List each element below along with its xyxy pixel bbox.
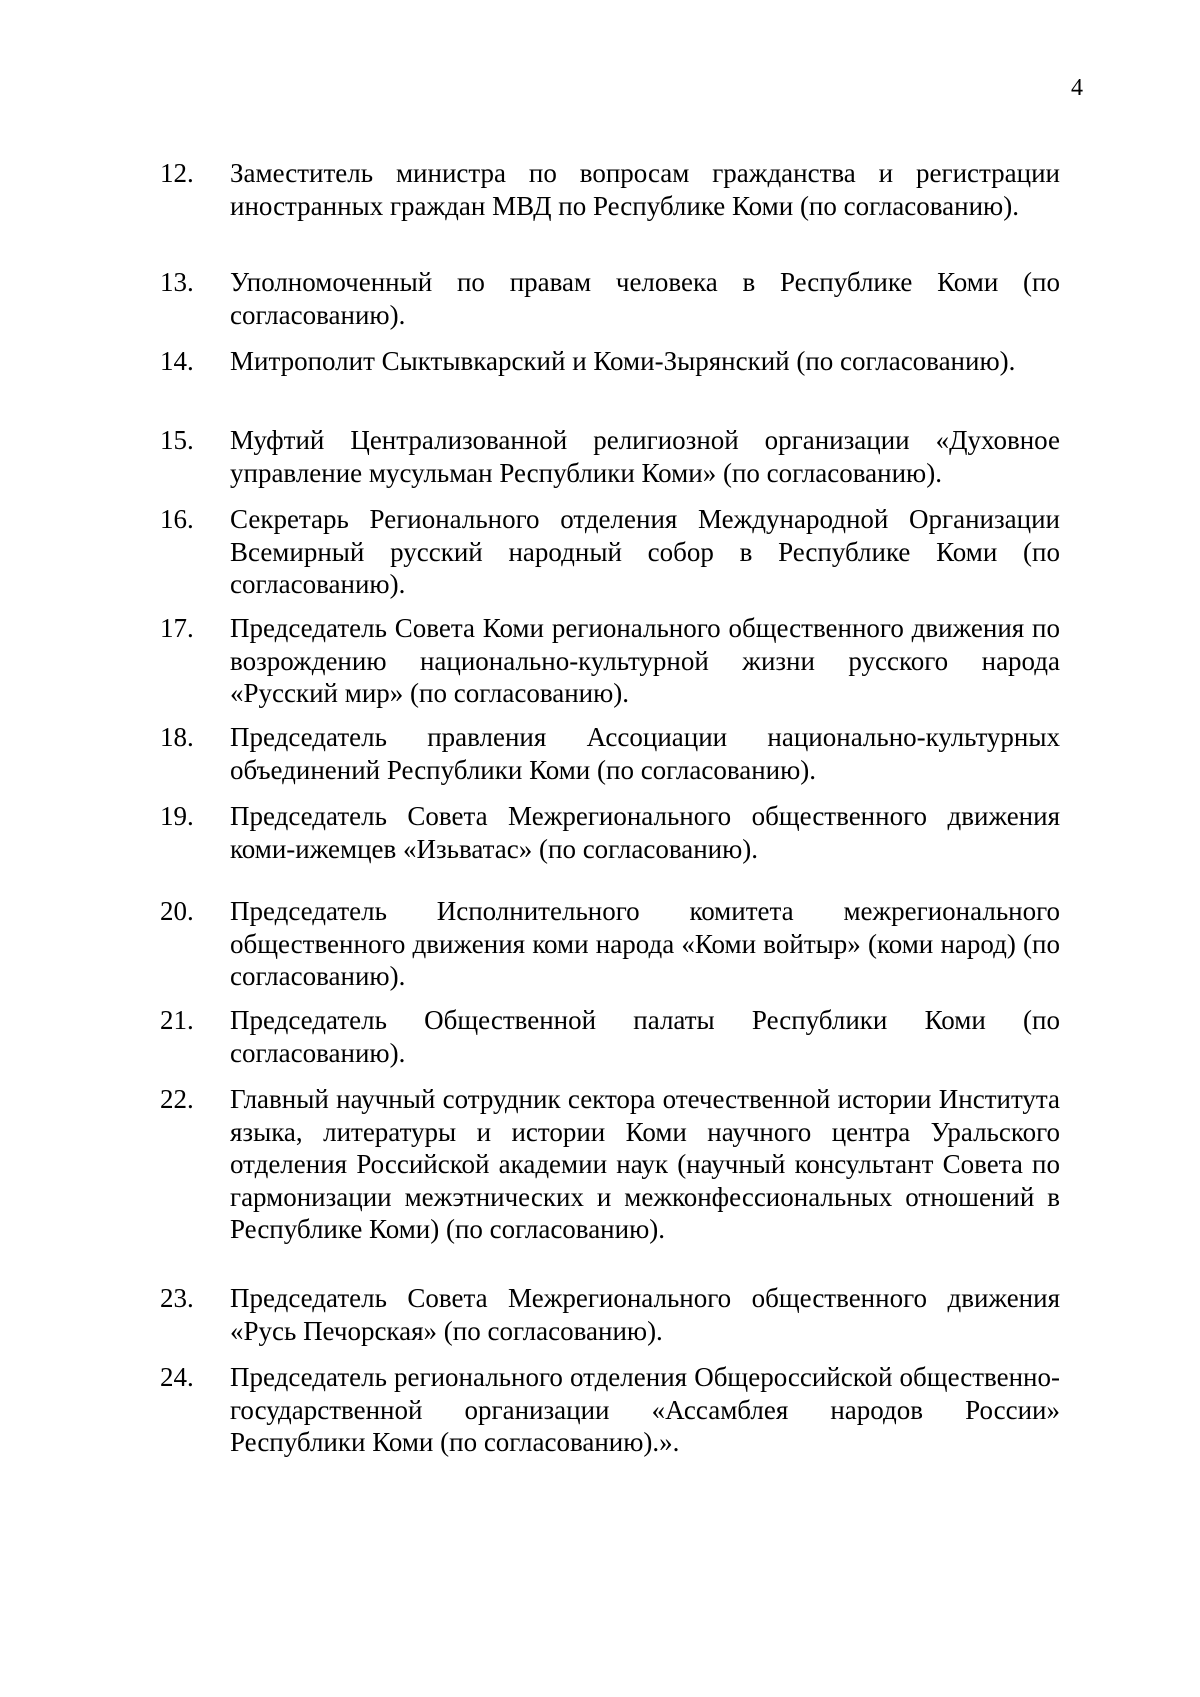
list-item-text: Председатель Совета Межрегионального общественного движения «Русь Печорская» (по согласованию). <box>230 1283 1060 1346</box>
list-item-number: 19. <box>160 801 194 831</box>
list-item-text: Председатель Исполнительного комитета межрегионального общественного движения коми народа «Коми войтыр» (коми народ) (по согласованию). <box>230 896 1060 991</box>
page-number: 4 <box>1071 75 1083 101</box>
list-item-number: 18. <box>160 722 194 752</box>
list-item-text: Муфтий Централизованной религиозной организации «Духовное управление мусульман Республики Коми» (по согласованию). <box>230 425 1060 488</box>
list-item-number: 15. <box>160 425 194 455</box>
list-item-text: Митрополит Сыктывкарский и Коми-Зырянский (по согласованию). <box>230 346 1016 376</box>
list-item-number: 21. <box>160 1005 194 1035</box>
list-item-number: 24. <box>160 1362 194 1392</box>
list-item-text: Председатель Общественной палаты Республики Коми (по согласованию). <box>230 1005 1060 1068</box>
list-item-text: Председатель регионального отделения Общероссийской общественно-государственной организации «Ассамблея народов России» Республики Коми (по согласованию).». <box>230 1362 1060 1457</box>
list-item-text: Председатель Совета Межрегионального общественного движения коми-ижемцев «Изьватас» (по согласованию). <box>230 801 1060 864</box>
list-item-number: 23. <box>160 1283 194 1313</box>
list-item-text: Заместитель министра по вопросам гражданства и регистрации иностранных граждан МВД по Республике Коми (по согласованию). <box>230 158 1060 221</box>
list-item-number: 22. <box>160 1084 194 1114</box>
list-item-text: Главный научный сотрудник сектора отечественной истории Института языка, литературы и истории Коми научного центра Уральского отделения Российской академии наук (научный консультант Совета по гармонизации межэтнических и межконфессиональных отношений в Республике Коми) (по согласованию). <box>230 1084 1060 1244</box>
list-item-number: 13. <box>160 267 194 297</box>
list-item-text: Председатель Совета Коми регионального общественного движения по возрождению национально-культурной жизни русского народа «Русский мир» (по согласованию). <box>230 613 1060 708</box>
list-item-number: 17. <box>160 613 194 643</box>
list-item-text: Уполномоченный по правам человека в Республике Коми (по согласованию). <box>230 267 1060 330</box>
list-item-number: 14. <box>160 346 194 376</box>
list-item-text: Секретарь Регионального отделения Международной Организации Всемирный русский народный собор в Республике Коми (по согласованию). <box>230 504 1060 599</box>
list-item-number: 20. <box>160 896 194 926</box>
list-item-number: 12. <box>160 158 194 188</box>
list-item-text: Председатель правления Ассоциации национально-культурных объединений Республики Коми (по согласованию). <box>230 722 1060 785</box>
list-item-number: 16. <box>160 504 194 534</box>
